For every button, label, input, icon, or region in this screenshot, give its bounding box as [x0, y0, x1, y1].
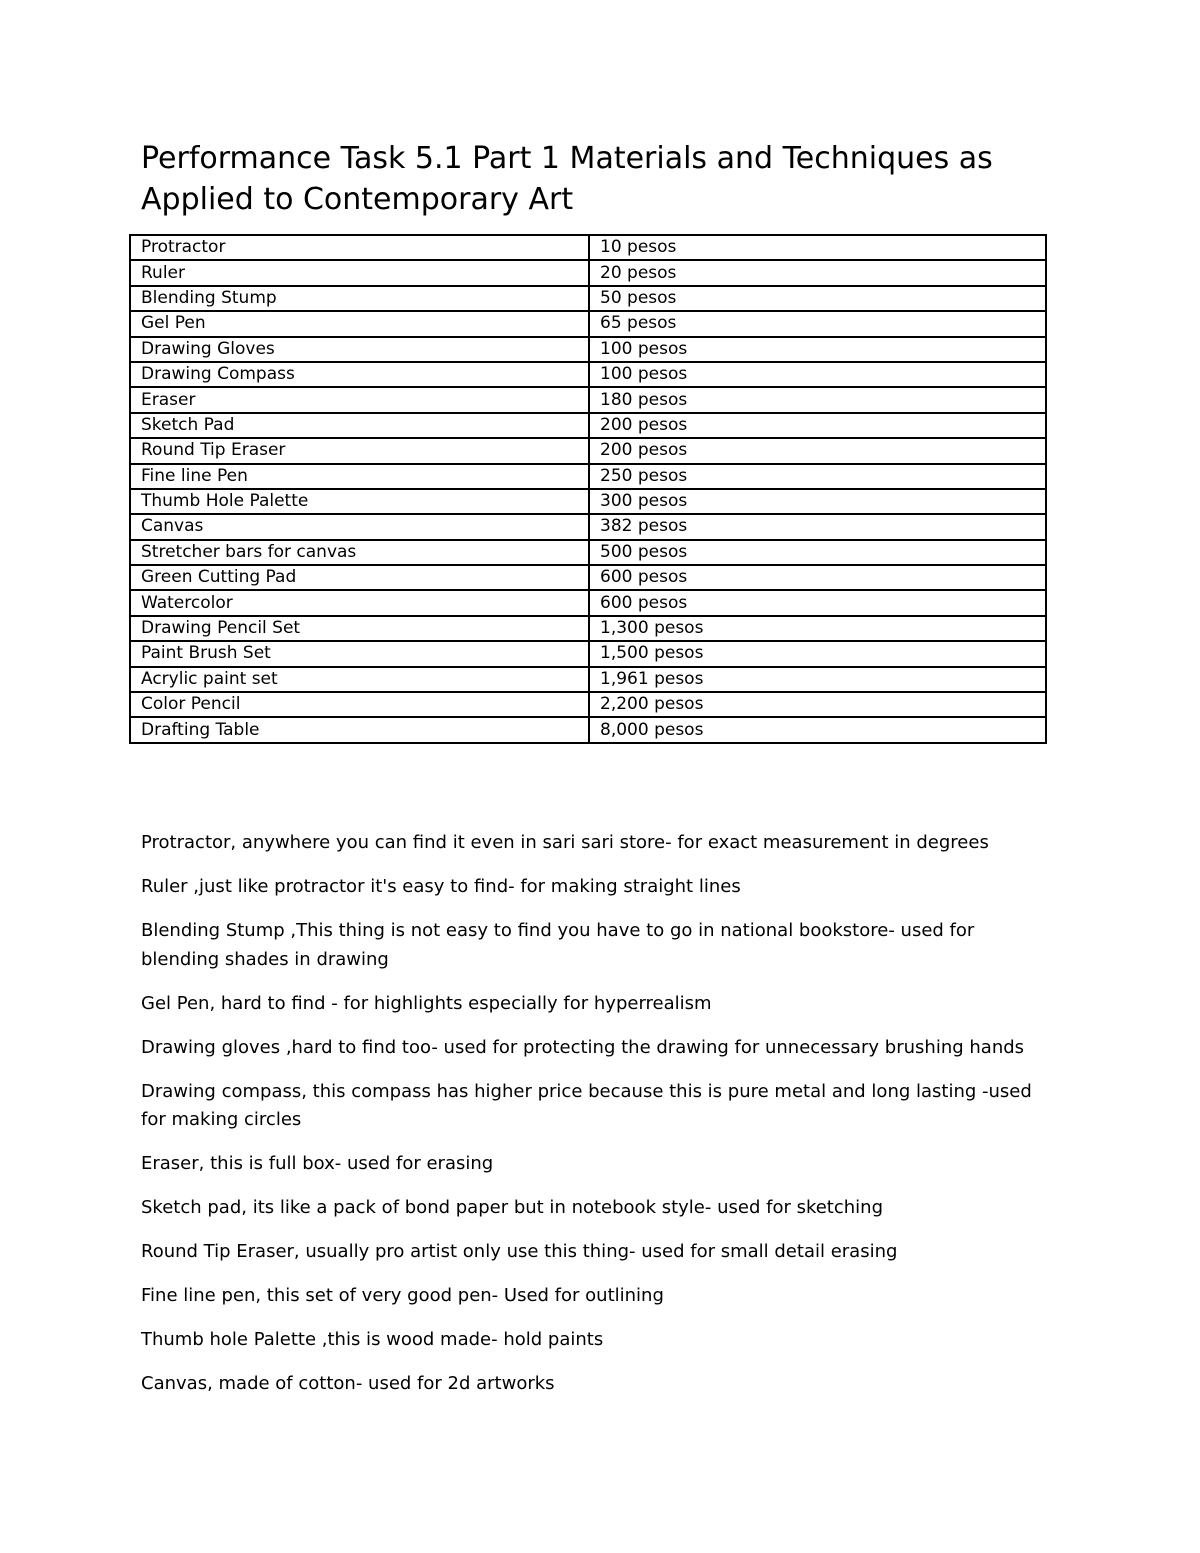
price-table [129, 234, 1047, 744]
item-price-cell: 8,000 pesos [589, 717, 1046, 742]
item-price-cell: 200 pesos [589, 413, 1046, 438]
item-name-cell: Drafting Table [130, 717, 589, 742]
item-name-cell: Color Pencil [130, 692, 589, 717]
table-row [130, 692, 1046, 717]
item-price-cell: 500 pesos [589, 540, 1046, 565]
document-title: Performance Task 5.1 Part 1 Materials and Techniques as Applied to Contemporary Art [141, 141, 993, 217]
material-notes [141, 829, 1041, 1414]
table-row [130, 540, 1046, 565]
note-paragraph: Canvas, made of cotton- used for 2d artworks [141, 1373, 555, 1394]
item-name-cell: Drawing Compass [130, 362, 589, 387]
table-row [130, 362, 1046, 387]
note-paragraph: Blending Stump ,This thing is not easy to find you have to go in national bookstore- used for blending shades in drawing [141, 920, 975, 970]
table-row [130, 260, 1046, 285]
item-name-cell: Drawing Gloves [130, 337, 589, 362]
table-row [130, 438, 1046, 463]
item-name-cell: Round Tip Eraser [130, 438, 589, 463]
table-row [130, 286, 1046, 311]
item-name-cell: Ruler [130, 260, 589, 285]
note-paragraph: Gel Pen, hard to find - for highlights especially for hyperrealism [141, 992, 712, 1014]
item-price-cell: 20 pesos [589, 260, 1046, 285]
table-row [130, 235, 1046, 260]
item-price-cell: 1,500 pesos [589, 641, 1046, 666]
item-name-cell: Protractor [130, 235, 589, 260]
item-price-cell: 65 pesos [589, 311, 1046, 336]
item-price-cell: 600 pesos [589, 565, 1046, 590]
price-table-body [130, 235, 1046, 743]
item-price-cell: 1,300 pesos [589, 616, 1046, 641]
table-row [130, 565, 1046, 590]
item-name-cell: Fine line Pen [130, 464, 589, 489]
item-name-cell: Eraser [130, 387, 589, 412]
table-row [130, 464, 1046, 489]
note-paragraph: Eraser, this is full box- used for erasing [141, 1153, 494, 1174]
item-price-cell: 2,200 pesos [589, 692, 1046, 717]
item-name-cell: Acrylic paint set [130, 667, 589, 692]
item-price-cell: 100 pesos [589, 337, 1046, 362]
item-name-cell: Stretcher bars for canvas [130, 540, 589, 565]
note-paragraph: Round Tip Eraser, usually pro artist only use this thing- used for small detail erasing [141, 1241, 898, 1262]
table-row [130, 413, 1046, 438]
item-price-cell: 382 pesos [589, 514, 1046, 539]
table-row [130, 514, 1046, 539]
item-name-cell: Drawing Pencil Set [130, 616, 589, 641]
table-row [130, 616, 1046, 641]
table-row [130, 489, 1046, 514]
table-row [130, 387, 1046, 412]
note-paragraph: Fine line pen, this set of very good pen- Used for outlining [141, 1285, 664, 1306]
item-price-cell: 300 pesos [589, 489, 1046, 514]
item-price-cell: 600 pesos [589, 590, 1046, 615]
item-name-cell: Gel Pen [130, 311, 589, 336]
note-paragraph: Drawing gloves ,hard to find too- used for protecting the drawing for unnecessary brushing hands [141, 1036, 1025, 1058]
item-name-cell: Watercolor [130, 590, 589, 615]
table-row [130, 311, 1046, 336]
item-price-cell: 100 pesos [589, 362, 1046, 387]
table-row [130, 717, 1046, 742]
item-price-cell: 1,961 pesos [589, 667, 1046, 692]
item-name-cell: Green Cutting Pad [130, 565, 589, 590]
item-name-cell: Sketch Pad [130, 413, 589, 438]
item-price-cell: 250 pesos [589, 464, 1046, 489]
note-paragraph: Ruler ,just like protractor it's easy to find- for making straight lines [141, 876, 741, 897]
note-paragraph: Sketch pad, its like a pack of bond paper but in notebook style- used for sketching [141, 1197, 884, 1218]
item-name-cell: Paint Brush Set [130, 641, 589, 666]
item-name-cell: Blending Stump [130, 286, 589, 311]
table-row [130, 667, 1046, 692]
item-price-cell: 10 pesos [589, 235, 1046, 260]
item-name-cell: Canvas [130, 514, 589, 539]
note-paragraph: Drawing compass, this compass has higher price because this is pure metal and long lasting -used for making circles [141, 1080, 1032, 1130]
note-paragraph: Protractor, anywhere you can find it even in sari sari store- for exact measurement in degrees [141, 832, 989, 853]
table-row [130, 590, 1046, 615]
item-name-cell: Thumb Hole Palette [130, 489, 589, 514]
item-price-cell: 180 pesos [589, 387, 1046, 412]
table-row [130, 337, 1046, 362]
item-price-cell: 200 pesos [589, 438, 1046, 463]
table-row [130, 641, 1046, 666]
note-paragraph: Thumb hole Palette ,this is wood made- hold paints [141, 1329, 604, 1350]
item-price-cell: 50 pesos [589, 286, 1046, 311]
